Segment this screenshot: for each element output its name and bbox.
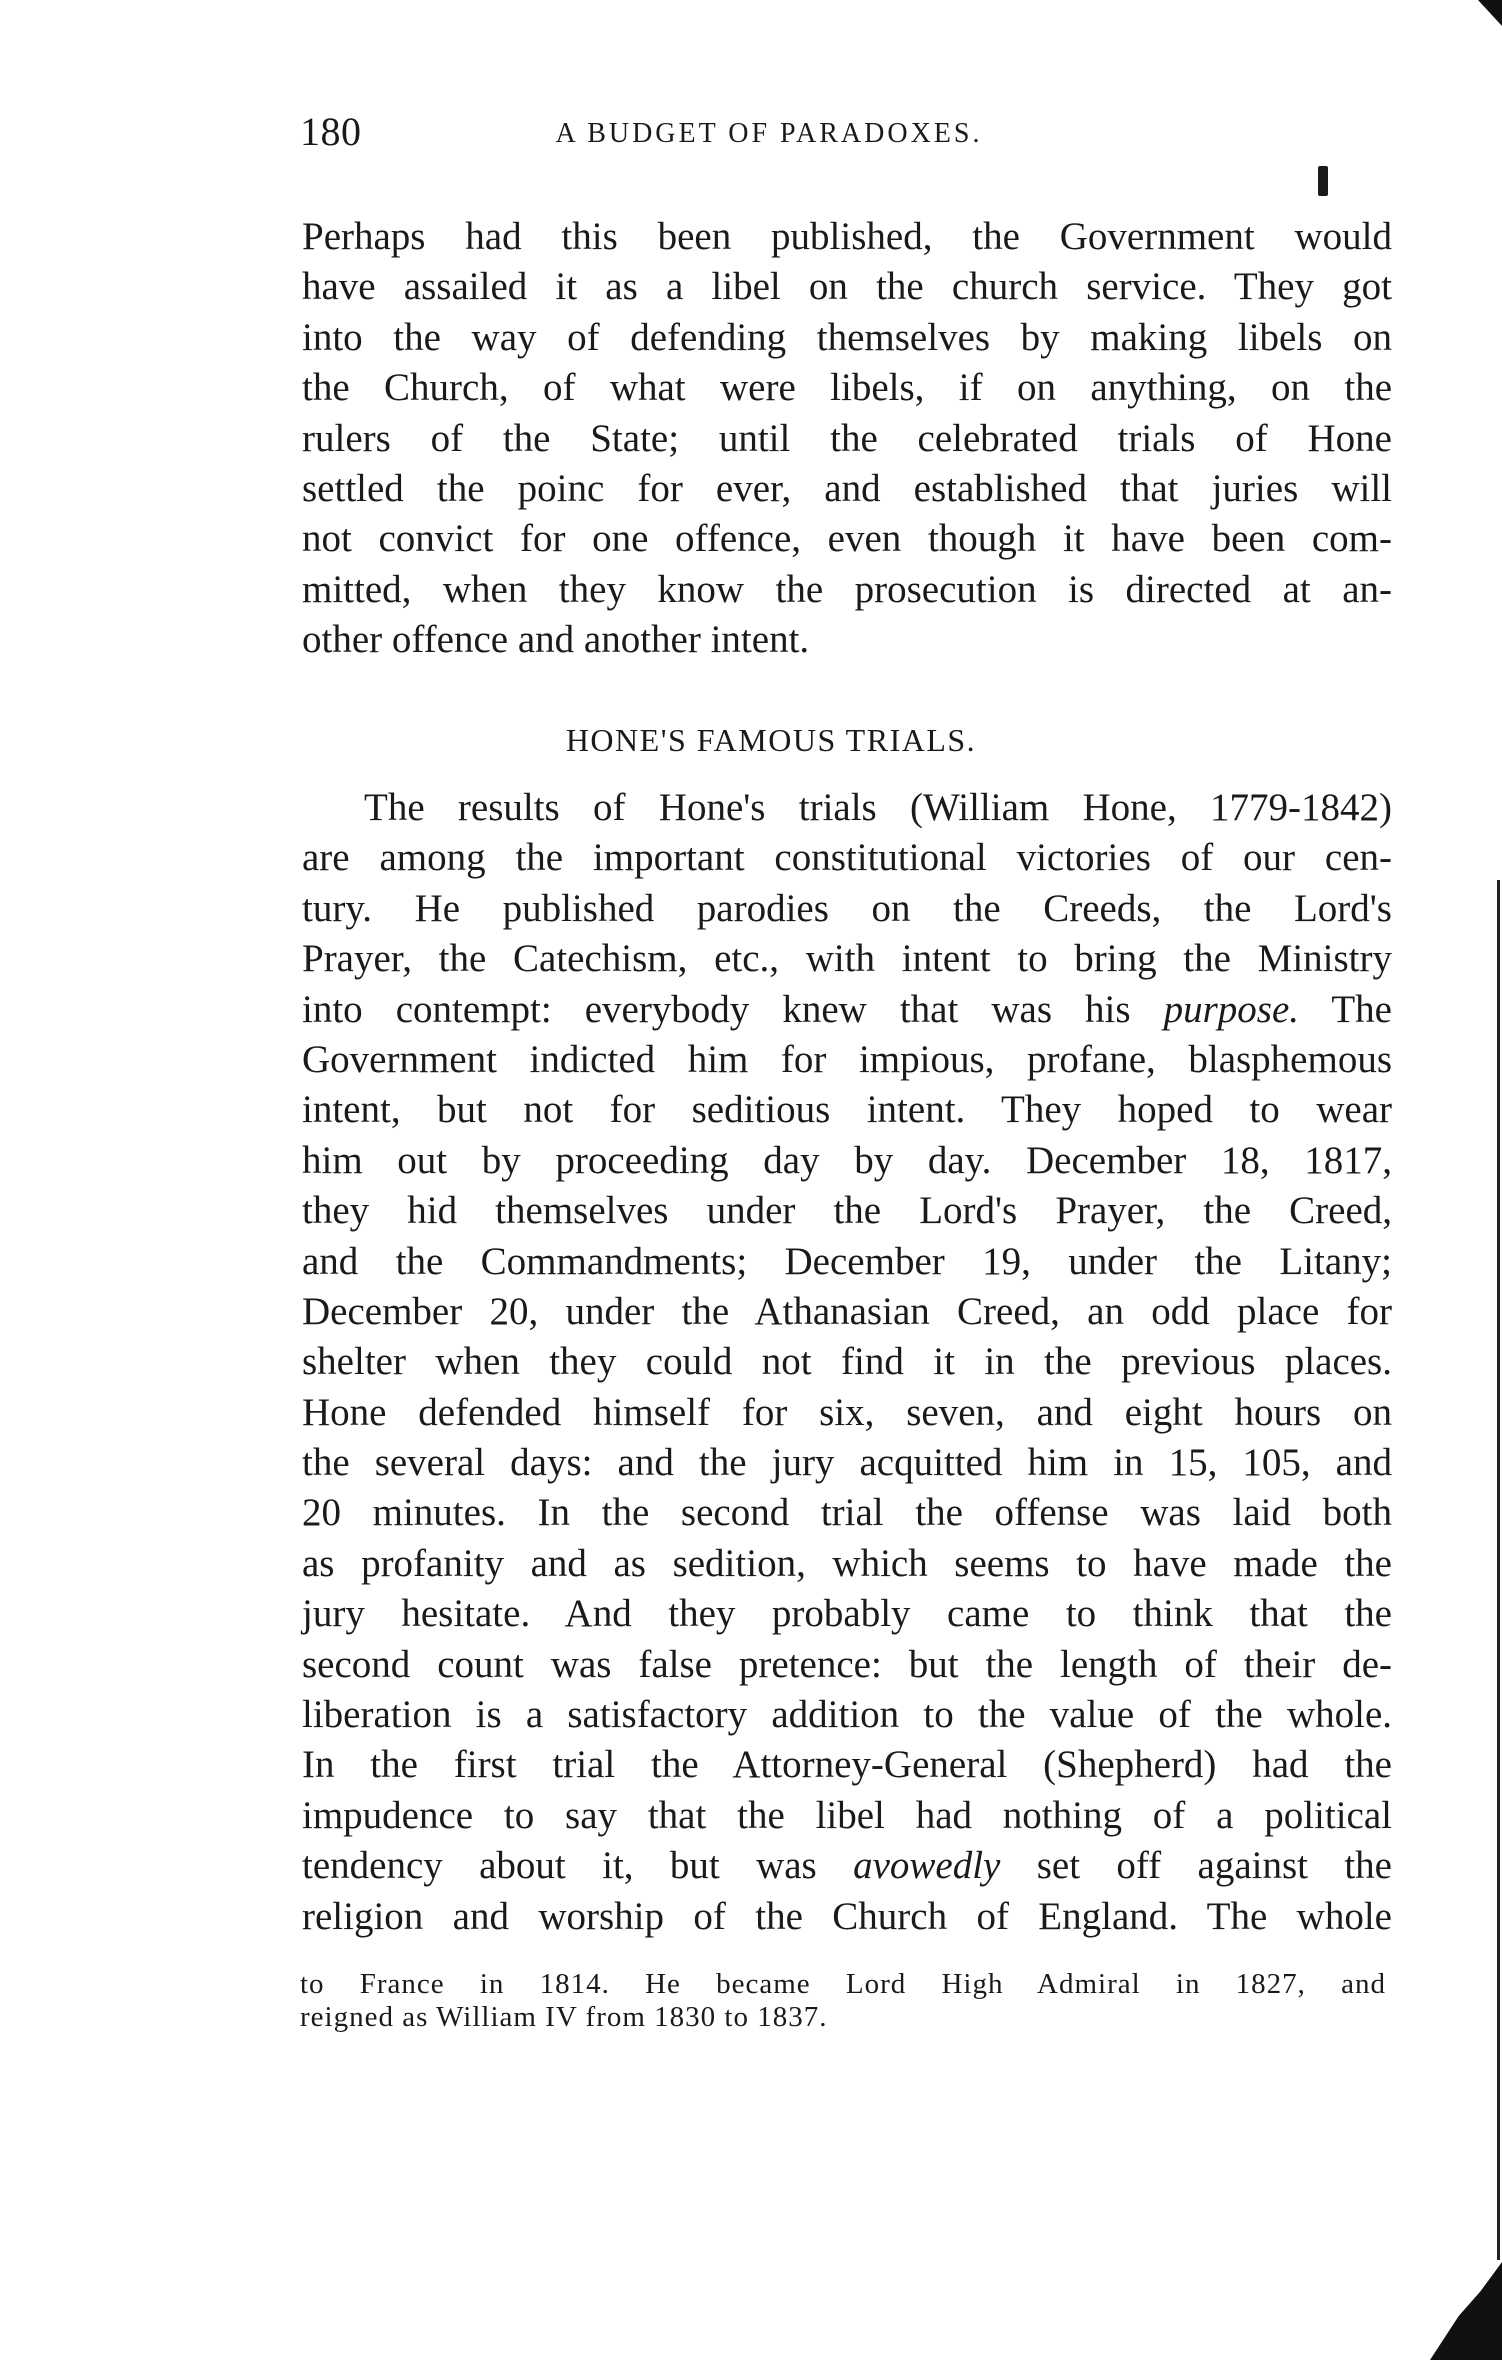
text-line: intent, but not for seditious intent. They hoped to wear — [302, 1088, 1392, 1132]
text-line: impudence to say that the libel had nothing of a political — [302, 1793, 1392, 1837]
emphasis-avowedly: avowedly — [853, 1844, 1001, 1888]
running-title-text: A BUDGET OF PARADOXES. — [555, 118, 983, 149]
text-segment: tendency about it, but was — [302, 1844, 854, 1888]
text-segment: into contempt: everybody knew that was his — [302, 987, 1164, 1031]
text-line: into the way of defending themselves by making libels on — [302, 315, 1392, 359]
text-line: they hid themselves under the Lord's Prayer, the Creed, — [302, 1189, 1392, 1233]
text-line: as profanity and as sedition, which seems to have made the — [302, 1541, 1392, 1585]
footnote-line: reigned as William IV from 1830 to 1837. — [300, 2001, 828, 2033]
text-line: second count was false pretence: but the length of their de- — [302, 1642, 1392, 1686]
text-line: The results of Hone's trials (William Hone, 1779-1842) — [364, 786, 1392, 829]
text-line: not convict for one offence, even though it have been com- — [302, 517, 1392, 561]
text-line: In the first trial the Attorney-General (Shepherd) had the — [302, 1743, 1392, 1787]
running-title — [0, 118, 1502, 150]
text-line: the Church, of what were libels, if on anything, on the — [302, 366, 1392, 410]
text-line: Government indicted him for impious, profane, blasphemous — [302, 1037, 1392, 1081]
text-line: settled the poinc for ever, and established that juries will — [302, 466, 1392, 510]
text-line-with-emphasis — [302, 1841, 1392, 1891]
text-line: rulers of the State; until the celebrated trials of Hone — [302, 416, 1392, 460]
text-line: Perhaps had this been published, the Government would — [302, 215, 1392, 258]
text-line: jury hesitate. And they probably came to think that the — [302, 1592, 1392, 1636]
page-number: 180 — [300, 109, 362, 154]
footnote — [300, 1968, 1386, 2034]
text-line: December 20, under the Athanasian Creed, an odd place for — [302, 1289, 1392, 1333]
margin-mark — [1318, 166, 1328, 196]
text-segment: The — [1299, 987, 1392, 1031]
text-line: have assailed it as a libel on the church service. They got — [302, 265, 1392, 309]
text-line: are among the important constitutional victories of our cen- — [302, 836, 1392, 880]
text-line: tury. He published parodies on the Creeds, the Lord's — [302, 886, 1392, 930]
paragraph-1 — [302, 212, 1392, 666]
text-line: the several days: and the jury acquitted him in 15, 105, and — [302, 1441, 1392, 1485]
text-line: and the Commandments; December 19, under the Litany; — [302, 1239, 1392, 1283]
text-segment: set off against the — [1000, 1844, 1392, 1888]
emphasis-purpose: purpose. — [1163, 987, 1300, 1031]
text-line: other offence and another intent. — [302, 618, 810, 662]
footnote-line: to France in 1814. He became Lord High Admiral in 1827, and — [300, 1968, 1386, 2000]
text-line: Hone defended himself for six, seven, and eight hours on — [302, 1390, 1392, 1434]
bottom-scan-mark — [1430, 2262, 1502, 2360]
paragraph-2 — [302, 783, 1392, 1942]
text-line: Prayer, the Catechism, etc., with intent to bring the Ministry — [302, 937, 1392, 981]
text-line: mitted, when they know the prosecution is directed at an- — [302, 567, 1392, 611]
text-line: 20 minutes. In the second trial the offense was laid both — [302, 1491, 1392, 1535]
corner-scan-mark — [1478, 0, 1502, 26]
text-line: liberation is a satisfactory addition to the value of the whole. — [302, 1693, 1392, 1737]
text-line: shelter when they could not find it in the previous places. — [302, 1340, 1392, 1384]
section-heading: HONE'S FAMOUS TRIALS. — [565, 722, 977, 758]
text-line: religion and worship of the Church of England. The whole — [302, 1894, 1392, 1938]
text-line-with-emphasis — [302, 985, 1392, 1035]
page-edge-shadow — [1497, 880, 1500, 2260]
text-line: him out by proceeding day by day. December 18, 1817, — [302, 1138, 1392, 1182]
